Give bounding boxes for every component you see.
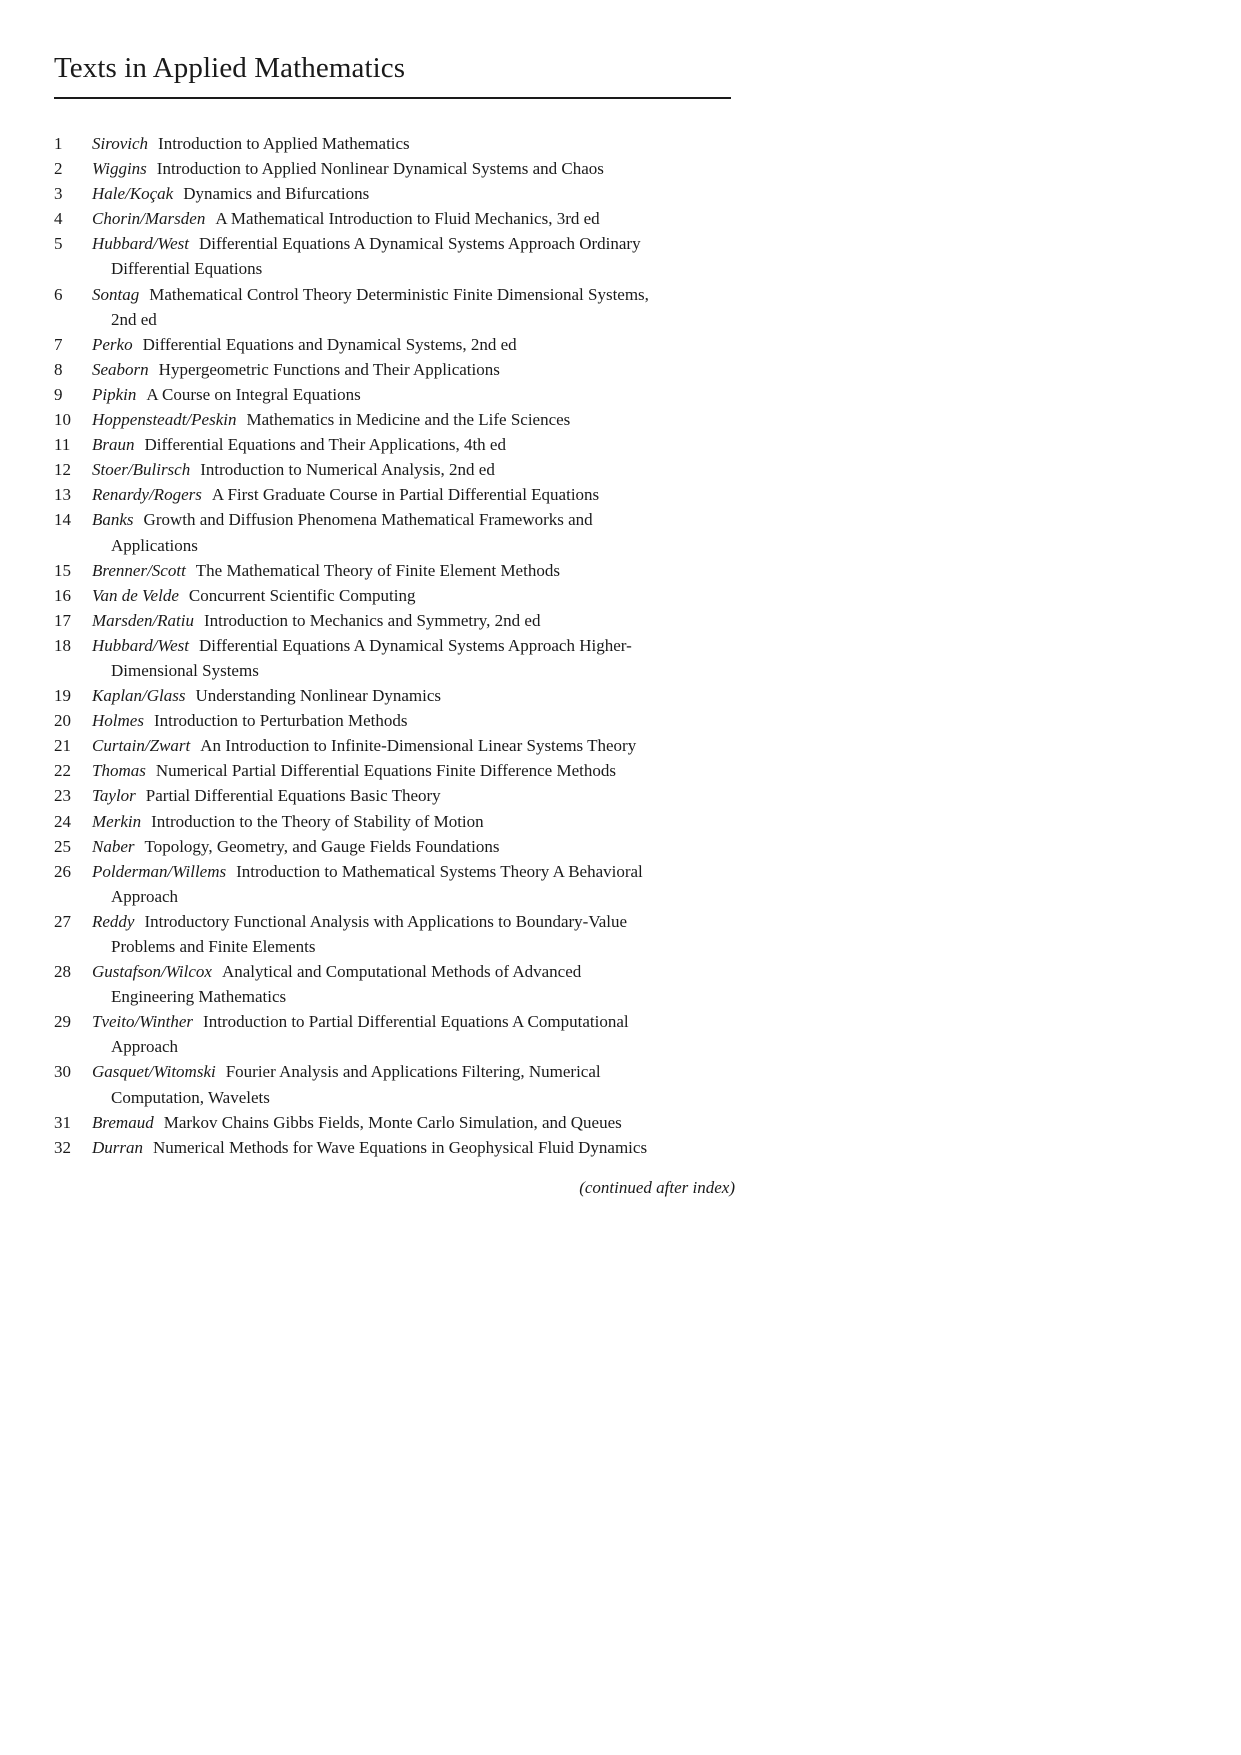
book-entry-line <box>92 959 744 984</box>
book-list-item <box>54 457 744 482</box>
book-author: Chorin/Marsden <box>92 209 206 229</box>
book-author: Stoer/Bulirsch <box>92 460 191 480</box>
book-list-item <box>54 783 744 808</box>
book-author: Van de Velde <box>92 585 179 605</box>
book-entry-line <box>92 231 744 256</box>
book-number: 23 <box>54 786 71 806</box>
book-title: Differential Equations and Dynamical Systems, 2nd ed <box>142 334 517 354</box>
book-entry-line <box>92 131 744 156</box>
book-title: Partial Differential Equations Basic Theory <box>145 786 441 806</box>
book-author: Merkin <box>92 811 142 831</box>
book-entry-line <box>92 357 744 382</box>
book-title: A First Graduate Course in Partial Differential Equations <box>211 485 600 505</box>
book-number: 14 <box>54 510 71 530</box>
book-list-item <box>54 558 744 583</box>
book-author: Hale/Koçak <box>92 184 174 204</box>
book-entry-line <box>92 407 744 432</box>
book-list-item <box>54 156 744 181</box>
book-author: Marsden/Ratiu <box>92 610 194 630</box>
book-number: 8 <box>54 359 63 379</box>
book-number: 11 <box>54 435 71 455</box>
book-number: 26 <box>54 861 71 881</box>
book-author: Perko <box>92 334 133 354</box>
book-entry-line <box>92 809 744 834</box>
title-divider <box>54 97 731 99</box>
book-number: 24 <box>54 811 71 831</box>
book-list-item <box>54 432 744 457</box>
book-title: Introduction to the Theory of Stability of Motion <box>151 811 484 831</box>
book-author: Pipkin <box>92 384 137 404</box>
book-author: Gasquet/Witomski <box>92 1062 216 1082</box>
book-author: Sirovich <box>92 134 149 153</box>
book-title: Differential Equations and Their Applications, 4th ed <box>144 435 506 455</box>
book-author: Wiggins <box>92 159 147 179</box>
book-number: 28 <box>54 962 71 982</box>
book-list-item <box>54 206 744 231</box>
book-title: Numerical Partial Differential Equations Finite Difference Methods <box>155 761 616 781</box>
book-number: 19 <box>54 686 71 706</box>
book-number: 12 <box>54 460 71 480</box>
book-entry-line <box>92 156 744 181</box>
book-number: 29 <box>54 1012 71 1032</box>
book-number: 32 <box>54 1137 71 1157</box>
book-entry-line <box>92 783 744 808</box>
book-number: 21 <box>54 736 71 756</box>
book-author: Sontag <box>92 284 140 304</box>
book-title-continuation: Approach <box>111 886 179 906</box>
book-title: Introduction to Numerical Analysis, 2nd ed <box>200 460 495 480</box>
book-entry-line <box>92 507 744 532</box>
book-list <box>54 131 744 1160</box>
book-list-item <box>54 959 744 1009</box>
book-author: Taylor <box>92 786 136 806</box>
book-title: Hypergeometric Functions and Their Applications <box>158 359 500 379</box>
book-list-item <box>54 282 744 332</box>
book-entry-line <box>92 1110 744 1135</box>
book-list-item <box>54 683 744 708</box>
book-title: The Mathematical Theory of Finite Element Methods <box>195 560 560 580</box>
book-title: Differential Equations A Dynamical Systems Approach Higher- <box>198 635 632 655</box>
book-title-continuation: Problems and Finite Elements <box>111 937 316 956</box>
book-entry-line <box>92 708 744 733</box>
book-title: Understanding Nonlinear Dynamics <box>195 686 442 706</box>
book-list-item <box>54 407 744 432</box>
book-author: Kaplan/Glass <box>92 686 186 706</box>
book-number: 2 <box>54 159 63 179</box>
book-title-continuation: Differential Equations <box>111 259 263 279</box>
book-list-item <box>54 758 744 783</box>
book-number: 15 <box>54 560 71 580</box>
book-number: 4 <box>54 209 63 229</box>
book-title: Introduction to Mechanics and Symmetry, 2nd ed <box>204 610 541 630</box>
book-list-item <box>54 909 744 959</box>
book-author: Naber <box>92 836 135 856</box>
book-title: Mathematics in Medicine and the Life Sciences <box>246 410 571 430</box>
book-title: Differential Equations A Dynamical Systems Approach Ordinary <box>198 234 641 254</box>
book-title: Fourier Analysis and Applications Filtering, Numerical <box>225 1062 601 1082</box>
book-author: Hubbard/West <box>92 234 189 254</box>
book-title-continuation: 2nd ed <box>111 309 157 329</box>
book-author: Banks <box>92 510 134 530</box>
book-title: Introduction to Mathematical Systems Theory A Behavioral <box>236 861 643 881</box>
book-entry-line <box>92 432 744 457</box>
book-author: Gustafson/Wilcox <box>92 962 212 982</box>
book-entry-line <box>92 457 744 482</box>
book-entry-line <box>92 608 744 633</box>
book-entry-line <box>92 834 744 859</box>
book-title: A Course on Integral Equations <box>146 384 361 404</box>
book-entry-line <box>92 282 744 307</box>
book-author: Hoppensteadt/Peskin <box>92 410 237 430</box>
book-number: 25 <box>54 836 71 856</box>
book-author: Tveito/Winther <box>92 1012 194 1032</box>
book-entry-line <box>92 909 744 934</box>
book-number: 17 <box>54 610 71 630</box>
book-author: Durran <box>92 1137 144 1157</box>
book-entry-line <box>92 633 744 658</box>
book-author: Seaborn <box>92 359 149 379</box>
book-list-item <box>54 733 744 758</box>
book-entry-line <box>92 859 744 884</box>
book-entry-line <box>92 583 744 608</box>
book-list-item <box>54 633 744 683</box>
book-title: Mathematical Control Theory Deterministic Finite Dimensional Systems, <box>149 284 649 304</box>
book-entry-line <box>92 1059 744 1084</box>
book-title: Concurrent Scientific Computing <box>188 585 416 605</box>
continued-note: (continued after index) <box>579 1178 735 1197</box>
book-list-item <box>54 809 744 834</box>
book-list-item <box>54 357 744 382</box>
book-author: Polderman/Willems <box>92 861 227 881</box>
book-list-item <box>54 834 744 859</box>
book-entry-line <box>92 181 744 206</box>
book-entry-line <box>92 332 744 357</box>
book-title: Introduction to Applied Mathematics <box>158 134 410 153</box>
book-title-continuation: Applications <box>111 535 198 555</box>
book-author: Reddy <box>92 911 135 931</box>
book-title: A Mathematical Introduction to Fluid Mechanics, 3rd ed <box>215 209 600 229</box>
book-list-item <box>54 332 744 357</box>
book-entry-line <box>92 482 744 507</box>
book-title: Growth and Diffusion Phenomena Mathematical Frameworks and <box>143 510 593 530</box>
book-list-item <box>54 583 744 608</box>
book-entry-line <box>92 558 744 583</box>
book-number: 5 <box>54 234 63 254</box>
book-list-item <box>54 181 744 206</box>
book-title: Analytical and Computational Methods of Advanced <box>221 962 582 982</box>
book-entry-line <box>92 733 744 758</box>
book-number: 31 <box>54 1112 71 1132</box>
book-title: Topology, Geometry, and Gauge Fields Foundations <box>144 836 500 856</box>
book-author: Braun <box>92 435 135 455</box>
book-list-item <box>54 1135 744 1160</box>
book-title: Introduction to Partial Differential Equations A Computational <box>203 1012 629 1032</box>
book-list-item <box>54 1110 744 1135</box>
book-entry-line <box>92 206 744 231</box>
book-list-item <box>54 708 744 733</box>
book-author: Brenner/Scott <box>92 560 186 580</box>
book-number: 7 <box>54 334 63 354</box>
book-entry-line <box>92 382 744 407</box>
book-number: 13 <box>54 485 71 505</box>
book-number: 6 <box>54 284 63 304</box>
book-number: 20 <box>54 711 71 731</box>
book-list-item <box>54 608 744 633</box>
book-entry-line <box>92 1009 744 1034</box>
book-title-continuation: Computation, Wavelets <box>111 1087 270 1107</box>
book-number: 16 <box>54 585 71 605</box>
book-entry-line <box>92 1135 744 1160</box>
book-list-item <box>54 482 744 507</box>
book-entry-line <box>92 683 744 708</box>
book-author: Hubbard/West <box>92 635 189 655</box>
book-number: 1 <box>54 134 63 153</box>
book-number: 3 <box>54 184 63 204</box>
book-title: An Introduction to Infinite-Dimensional Linear Systems Theory <box>200 736 637 756</box>
book-title: Dynamics and Bifurcations <box>183 184 370 204</box>
book-number: 10 <box>54 410 71 430</box>
book-entry-line <box>92 758 744 783</box>
book-title: Introduction to Applied Nonlinear Dynamical Systems and Chaos <box>156 159 604 179</box>
series-title: Texts in Applied Mathematics <box>54 52 406 84</box>
book-number: 22 <box>54 761 71 781</box>
book-title: Markov Chains Gibbs Fields, Monte Carlo Simulation, and Queues <box>163 1112 622 1132</box>
book-list-item <box>54 859 744 909</box>
book-list-item <box>54 231 744 281</box>
book-list-item <box>54 131 744 156</box>
book-number: 27 <box>54 911 71 931</box>
book-author: Bremaud <box>92 1112 154 1132</box>
book-author: Curtain/Zwart <box>92 736 191 756</box>
book-list-item <box>54 507 744 557</box>
book-title: Numerical Methods for Wave Equations in Geophysical Fluid Dynamics <box>153 1137 648 1157</box>
book-title-continuation: Engineering Mathematics <box>111 987 287 1007</box>
book-list-item <box>54 382 744 407</box>
book-list-item <box>54 1009 744 1059</box>
book-author: Holmes <box>92 711 144 731</box>
book-title: Introduction to Perturbation Methods <box>153 711 408 731</box>
book-number: 30 <box>54 1062 71 1082</box>
book-author: Renardy/Rogers <box>92 485 202 505</box>
book-list-item <box>54 1059 744 1109</box>
book-number: 18 <box>54 635 71 655</box>
book-number: 9 <box>54 384 63 404</box>
book-title: Introductory Functional Analysis with Applications to Boundary-Value <box>144 911 628 931</box>
book-author: Thomas <box>92 761 146 781</box>
book-title-continuation: Dimensional Systems <box>111 660 259 680</box>
book-title-continuation: Approach <box>111 1037 179 1057</box>
